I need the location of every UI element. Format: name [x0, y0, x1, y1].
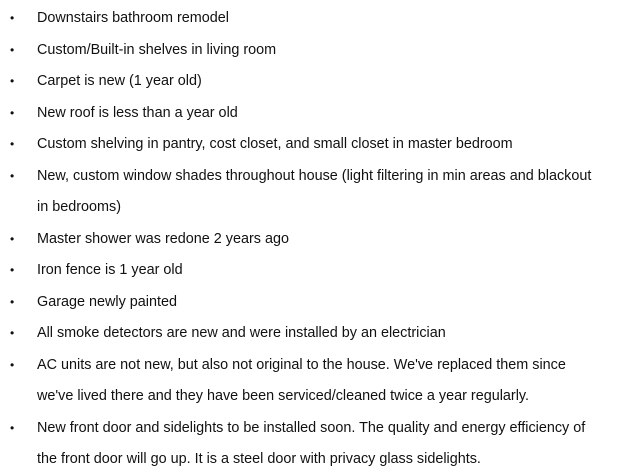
list-item — [0, 255, 640, 287]
list-item — [0, 66, 640, 98]
bullet-icon: • — [10, 231, 15, 246]
list-item-text: Iron fence is 1 year old — [37, 262, 183, 278]
feature-list — [0, 3, 640, 476]
list-item — [0, 129, 640, 161]
bullet-icon: • — [10, 168, 15, 183]
list-item — [0, 35, 640, 67]
bullet-icon: • — [10, 357, 15, 372]
list-item-text: New front door and sidelights to be installed soon. The quality and energy efficiency of the front door will go up. It is a steel door with privacy glass sidelights. — [37, 419, 586, 467]
list-item — [0, 3, 640, 35]
list-item-text: Custom shelving in pantry, cost closet, and small closet in master bedroom — [37, 136, 513, 152]
list-item-text: All smoke detectors are new and were installed by an electrician — [37, 325, 446, 341]
bullet-icon: • — [10, 11, 15, 25]
list-item-text: New roof is less than a year old — [37, 104, 238, 121]
list-item-text: AC units are not new, but also not original to the house. We've replaced them since we've lived there and they have been serviced/cleaned twice a year regularly. — [37, 356, 566, 404]
bullet-icon: • — [10, 42, 15, 57]
list-item — [0, 350, 640, 413]
bullet-icon: • — [10, 74, 15, 88]
list-item — [0, 287, 640, 319]
list-item-text: Garage newly painted — [37, 293, 177, 310]
bullet-icon: • — [10, 326, 15, 340]
bullet-icon: • — [10, 137, 15, 151]
list-item-text: New, custom window shades throughout house (light filtering in min areas and blackout in bedrooms) — [37, 167, 592, 215]
list-item — [0, 318, 640, 350]
bullet-icon: • — [10, 263, 15, 277]
list-item-text: Custom/Built-in shelves in living room — [37, 41, 277, 58]
list-item-text: Carpet is new (1 year old) — [37, 73, 202, 89]
list-item-text: Downstairs bathroom remodel — [37, 10, 229, 26]
bullet-icon: • — [10, 420, 15, 435]
list-item — [0, 224, 640, 256]
list-item — [0, 413, 640, 476]
list-item — [0, 161, 640, 224]
list-item-text: Master shower was redone 2 years ago — [37, 230, 289, 247]
list-item — [0, 98, 640, 130]
bullet-icon: • — [10, 294, 15, 309]
bullet-icon: • — [10, 105, 15, 120]
